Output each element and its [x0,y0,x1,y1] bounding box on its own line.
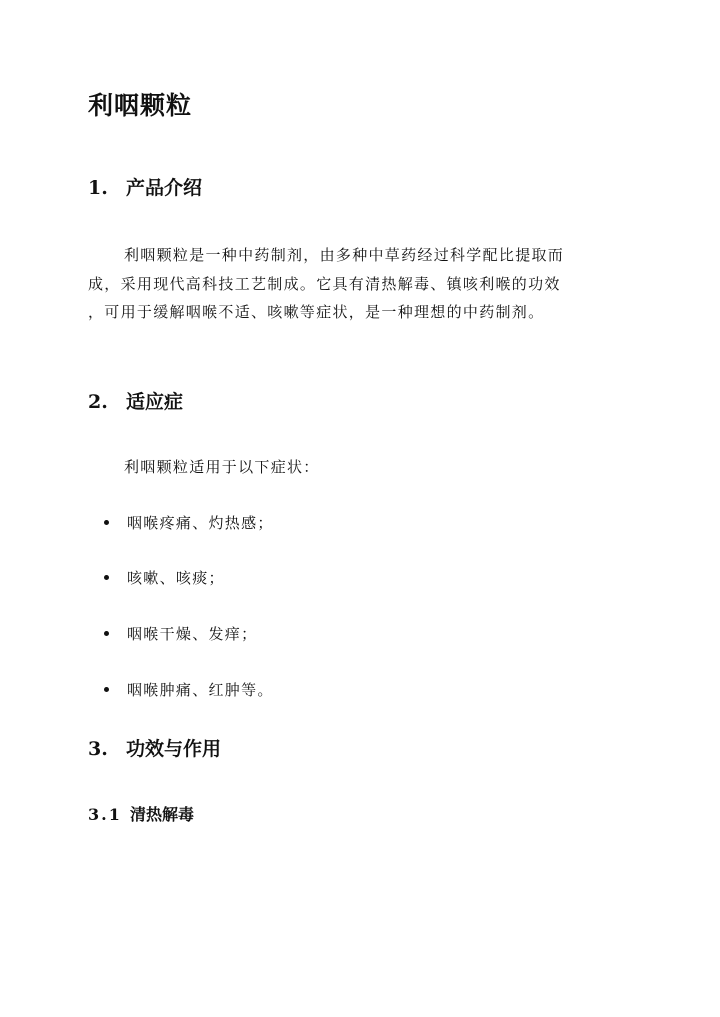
section-3-title: 功效与作用 [126,738,222,760]
section-1-paragraph [88,241,632,327]
bullet-icon [104,520,109,525]
list-item [104,623,257,645]
list-item-text: 咽喉干燥、发痒； [127,625,258,643]
bullet-icon [104,575,109,580]
paragraph-line: 利咽颗粒是一种中药制剂，由多种中草药经过科学配比提取而 [124,246,565,264]
section-2-number: 2. [88,391,108,413]
section-2-title: 适应症 [126,391,184,413]
section-2-heading [88,388,183,416]
section-2-intro: 利咽颗粒适用于以下症状： [124,458,320,476]
document-title: 利咽颗粒 [88,91,193,120]
list-item [104,679,274,701]
section-1-number: 1. [88,177,108,199]
list-item [104,512,274,534]
paragraph-line: ，可用于缓解咽喉不适、咳嗽等症状，是一种理想的中药制剂。 [88,303,545,321]
bullet-icon [104,687,109,692]
subsection-3-1-heading [88,803,194,827]
list-item-text: 咽喉疼痛、灼热感； [127,514,274,532]
section-3-heading [88,735,221,763]
bullet-icon [104,631,109,636]
section-3-number: 3. [88,738,108,760]
subsection-3-1-number: 3.1 [88,805,122,824]
subsection-3-1-title: 清热解毒 [130,805,195,824]
list-item-text: 咽喉肿痛、红肿等。 [127,681,274,699]
section-1-title: 产品介绍 [126,177,203,199]
list-item [104,567,225,589]
section-1-heading [88,174,202,202]
paragraph-line: 成，采用现代高科技工艺制成。它具有清热解毒、镇咳利喉的功效 [88,274,561,293]
list-item-text: 咳嗽、咳痰； [127,569,225,587]
